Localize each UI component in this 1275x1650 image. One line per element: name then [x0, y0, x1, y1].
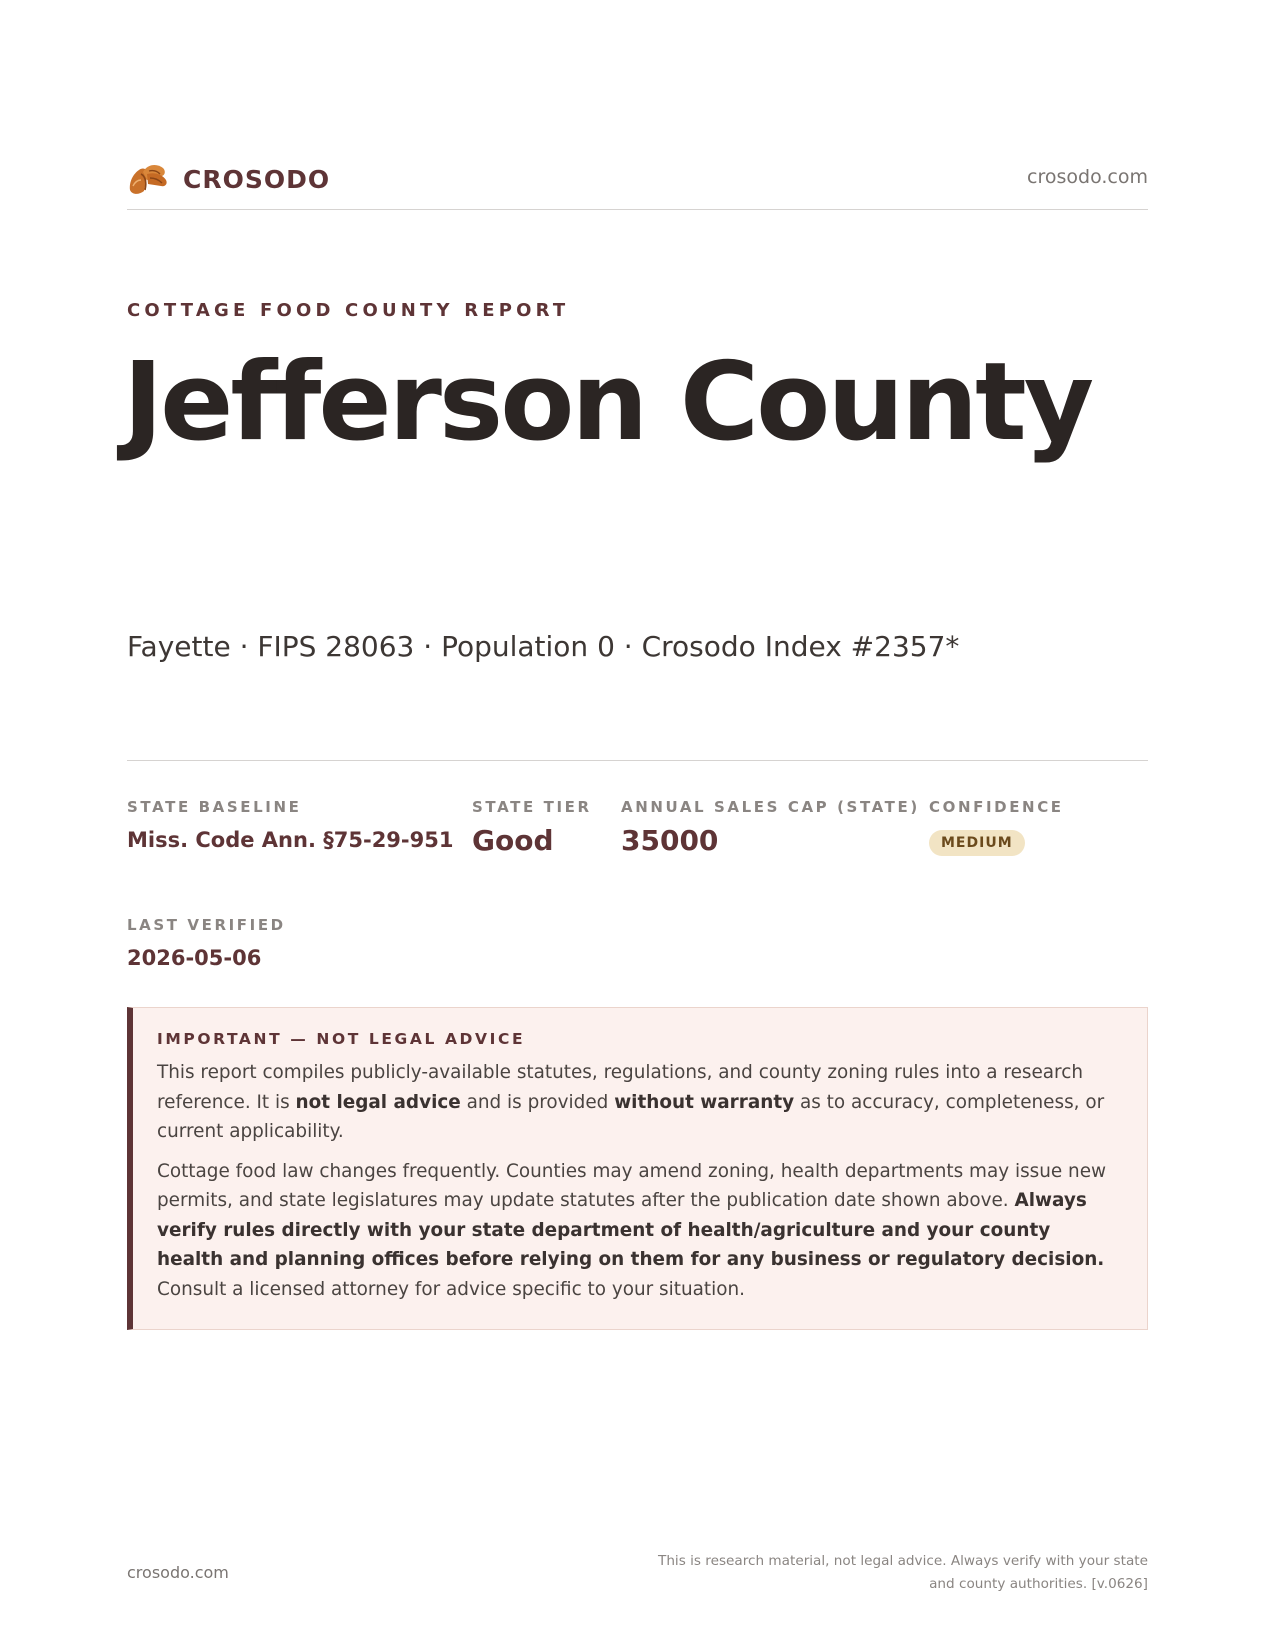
metric-label: LAST VERIFIED: [127, 916, 286, 934]
notice-text: Cottage food law changes frequently. Counties may amend zoning, health departments may issue new permits, and state legislatures may update statutes after the publication date shown above.: [157, 1160, 1107, 1211]
notice-emphasis: Always verify rules directly with your state department of health/agriculture and your county health and planning offices before relying on them for any business or regulatory decision.: [157, 1190, 1105, 1270]
report-eyebrow: COTTAGE FOOD COUNTY REPORT: [127, 300, 570, 321]
metric-state-tier: [472, 798, 592, 857]
croissant-icon: [127, 160, 169, 198]
county-subline: Fayette · FIPS 28063 · Population 0 · Crosodo Index #2357*: [127, 630, 960, 663]
metric-label: CONFIDENCE: [929, 798, 1064, 816]
metric-value: 2026-05-06: [127, 946, 262, 970]
notice-text: as to accuracy, completeness, or current applicability.: [157, 1091, 1105, 1142]
metric-last-verified: [127, 916, 286, 970]
brand: [127, 160, 330, 198]
metric-label: STATE BASELINE: [127, 798, 302, 816]
county-title: Jefferson County: [123, 340, 1092, 465]
footer-disclaimer: [628, 1550, 1148, 1596]
metric-label: STATE TIER: [472, 798, 592, 816]
notice-text: and is provided: [460, 1091, 615, 1113]
notice-text: This report compiles publicly-available statutes, regulations, and county zoning rules into a research reference. It is: [157, 1062, 1083, 1113]
report-page: [123, 0, 1148, 1650]
metric-value: Miss. Code Ann. §75-29-951: [127, 828, 454, 852]
footer-disclaimer-line: This is research material, not legal advice. Always verify with your state: [658, 1553, 1148, 1569]
metric-state-baseline: [127, 798, 453, 852]
metric-confidence: [929, 798, 1064, 856]
metric-value: Good: [472, 824, 554, 857]
notice-emphasis: not legal advice: [295, 1091, 461, 1113]
footer-disclaimer-line: and county authorities. [v.0626]: [929, 1576, 1148, 1592]
notice-paragraph: [157, 1157, 1121, 1305]
divider: [127, 760, 1148, 761]
metric-annual-sales-cap: [621, 798, 920, 857]
site-url[interactable]: crosodo.com: [1027, 166, 1148, 188]
notice-text: Consult a licensed attorney for advice specific to your situation.: [157, 1278, 745, 1300]
metric-value: 35000: [621, 824, 719, 857]
brand-name: CROSODO: [183, 164, 331, 194]
confidence-badge: MEDIUM: [929, 830, 1025, 856]
page-header: [127, 158, 1148, 210]
notice-emphasis: without warranty: [614, 1091, 795, 1113]
notice-title: IMPORTANT — NOT LEGAL ADVICE: [157, 1030, 526, 1048]
legal-notice: [127, 1007, 1148, 1330]
metric-label: ANNUAL SALES CAP (STATE): [621, 798, 920, 816]
notice-paragraph: [157, 1058, 1121, 1147]
footer-url[interactable]: crosodo.com: [127, 1563, 229, 1582]
